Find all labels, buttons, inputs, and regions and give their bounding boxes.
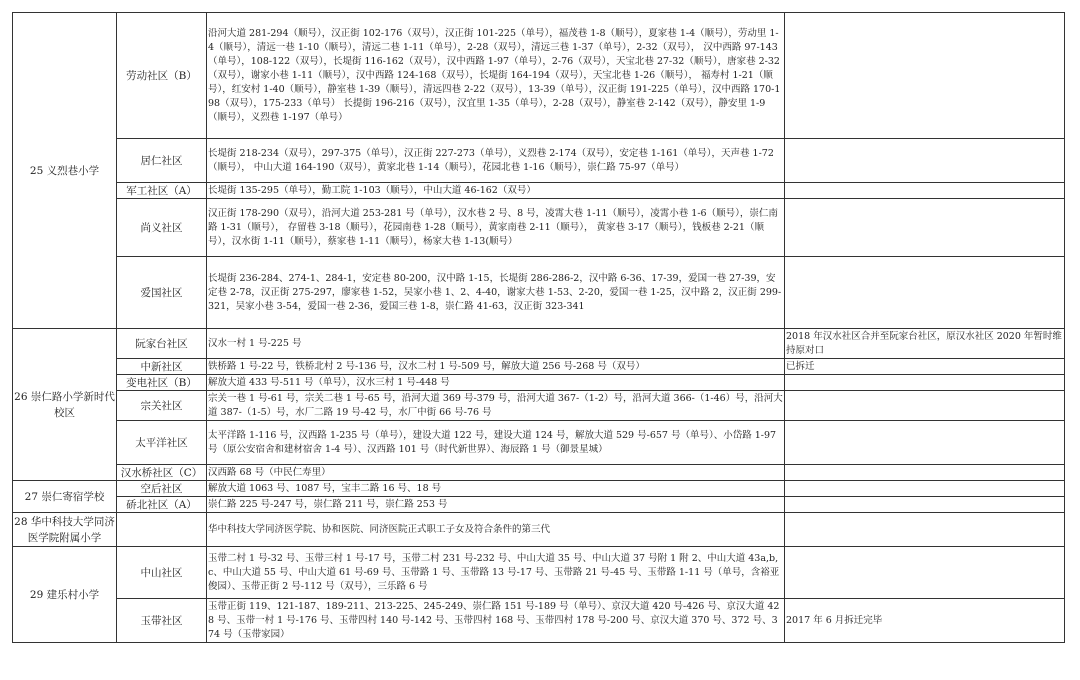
- note-cell: 2018 年汉水社区合并至阮家台社区，原汉水社区 2020 年暂时维持原对口: [785, 329, 1065, 359]
- note-cell: 已拆迁: [785, 359, 1065, 375]
- note-cell: [785, 465, 1065, 481]
- scope-cell: 解放大道 433 号-511 号（单号），汉水三村 1 号-448 号: [207, 375, 785, 391]
- table-row: [13, 421, 1065, 465]
- note-cell: 2017 年 6 月拆迁完毕: [785, 599, 1065, 643]
- table-row: [13, 391, 1065, 421]
- note-cell: [785, 513, 1065, 547]
- scope-cell: 长堤街 218-234（双号），297-375（单号），汉正街 227-273（单号），义烈巷 2-174（双号），安定巷 1-161（单号），天声巷 1-72（顺号）， 中山大道 164-190（双号），黄家北巷 1-14（顺号），花园北巷 1-16（顺号），崇仁路 75-97（单号）: [207, 139, 785, 183]
- note-cell: [785, 391, 1065, 421]
- table-row: [13, 547, 1065, 599]
- school-name-cell: 28 华中科技大学同济医学院附属小学: [13, 513, 117, 547]
- school-name-cell: 27 崇仁寄宿学校: [13, 481, 117, 513]
- community-cell: 汉水桥社区（C）: [117, 465, 207, 481]
- table-row: [13, 359, 1065, 375]
- scope-cell: 汉水一村 1 号-225 号: [207, 329, 785, 359]
- table-row: [13, 139, 1065, 183]
- community-cell: [117, 513, 207, 547]
- scope-cell: 宗关一巷 1 号-61 号，宗关二巷 1 号-65 号，沿河大道 369 号-379 号，沿河大道 367-（1-2）号，沿河大道 366-（1-46）号，沿河大道 387-（1-5）号，水厂二路 19 号-42 号，水厂中街 66 号-76 号: [207, 391, 785, 421]
- note-cell: [785, 13, 1065, 139]
- community-cell: 太平洋社区: [117, 421, 207, 465]
- note-cell: [785, 481, 1065, 497]
- community-cell: 居仁社区: [117, 139, 207, 183]
- community-cell: 军工社区（A）: [117, 183, 207, 199]
- table-row: [13, 599, 1065, 643]
- community-cell: 爱国社区: [117, 257, 207, 329]
- note-cell: [785, 547, 1065, 599]
- scope-cell: 铁桥路 1 号-22 号，铁桥北村 2 号-136 号，汉水二村 1 号-509 号，解放大道 256 号-268 号（双号）: [207, 359, 785, 375]
- community-cell: 中新社区: [117, 359, 207, 375]
- note-cell: [785, 139, 1065, 183]
- school-name-cell: 25 义烈巷小学: [13, 13, 117, 329]
- community-cell: 中山社区: [117, 547, 207, 599]
- scope-cell: 长堤街 236-284、274-1、284-1，安定巷 80-200，汉中路 1-15，长堤街 286-286-2，汉中路 6-36、17-39，爱国一巷 27-39，安定巷 2-78，汉正街 275-297，廖家巷 1-52，吴家小巷 1、2、4-40，谢家大巷 1-53、2-20，爱国一巷 1-25，汉中路 2，汉正街 299-321，吴家小巷 3-54，爱国一巷 2-36，爱国三巷 1-8，崇仁路 41-63，汉正街 323-341: [207, 257, 785, 329]
- school-name-cell: 29 建乐村小学: [13, 547, 117, 643]
- community-cell: 空后社区: [117, 481, 207, 497]
- scope-cell: 玉带二村 1 号-32 号、玉带三村 1 号-17 号，玉带二村 231 号-232 号、中山大道 35 号、中山大道 37 号附 1 附 2、中山大道 43a,b,c、中山大道 55 号、中山大道 61 号-69 号、玉带路 1 号、玉带路 13 号-17 号、玉带路 21 号-45 号、玉带路 1-11 号（单号，含裕亚俊园）、玉带正街 2 号-112 号（双号），三乐路 6 号: [207, 547, 785, 599]
- scope-cell: 华中科技大学同济医学院、协和医院、同济医院正式职工子女及符合条件的第三代: [207, 513, 785, 547]
- scope-cell: 汉西路 68 号（中民仁寿里）: [207, 465, 785, 481]
- table-row: [13, 13, 1065, 139]
- note-cell: [785, 183, 1065, 199]
- community-cell: 阮家台社区: [117, 329, 207, 359]
- table-row: [13, 183, 1065, 199]
- district-school-table: [12, 12, 1065, 643]
- community-cell: 玉带社区: [117, 599, 207, 643]
- community-cell: 变电社区（B）: [117, 375, 207, 391]
- note-cell: [785, 375, 1065, 391]
- note-cell: [785, 421, 1065, 465]
- community-cell: 宗关社区: [117, 391, 207, 421]
- scope-cell: 长堤街 135-295（单号），勤工院 1-103（顺号），中山大道 46-162（双号）: [207, 183, 785, 199]
- table-row: [13, 481, 1065, 497]
- scope-cell: 解放大道 1063 号、1087 号，宝丰二路 16 号、18 号: [207, 481, 785, 497]
- scope-cell: 崇仁路 225 号-247 号，崇仁路 211 号，崇仁路 253 号: [207, 497, 785, 513]
- table-row: [13, 497, 1065, 513]
- scope-cell: 沿河大道 281-294（顺号），汉正街 102-176（双号），汉正街 101-225（单号），福茂巷 1-8（顺号），夏家巷 1-4（顺号），劳动里 1-4（顺号），清远一巷 1-10（顺号），清远二巷 1-11（单号），2-28（双号），清远三巷 1-37（单号），2-32（双号）， 汉中西路 97-143（单号），108-122（双号），长堤街 116-162（双号），汉中西路 1-97（单号），2-76（双号），天宝北巷 27-32（顺号），唐家巷 2-32（双号），谢家小巷 1-11（顺号），汉中西路 124-168（双号），长堤街 164-194（双号），天宝北巷 1-26（顺号）， 福寿村 1-21（顺号），红安村 1-40（顺号），静室巷 1-39（顺号），清远四巷 2-22（双号），13-39（单号），汉正街 191-225（单号），汉中西路 170-198（双号），175-233（单号） 长提街 196-216（双号），汉宜里 1-35（单号），2-28（双号），静室巷 2-142（双号），静安里 1-9（顺号），义烈巷 1-197（单号）: [207, 13, 785, 139]
- table-row: [13, 329, 1065, 359]
- community-cell: 劳动社区（B）: [117, 13, 207, 139]
- note-cell: [785, 257, 1065, 329]
- community-cell: 尚义社区: [117, 199, 207, 257]
- school-name-cell: 26 崇仁路小学新时代校区: [13, 329, 117, 481]
- table-row: [13, 375, 1065, 391]
- table-row: [13, 199, 1065, 257]
- note-cell: [785, 497, 1065, 513]
- table-row: [13, 465, 1065, 481]
- note-cell: [785, 199, 1065, 257]
- table-row: [13, 257, 1065, 329]
- scope-cell: 玉带正街 119、121-187、189-211、213-225、245-249、崇仁路 151 号-189 号（单号）、京汉大道 420 号-426 号、京汉大道 428 号、玉带一村 1 号-176 号、玉带四村 140 号-142 号、玉带四村 168 号、玉带四村 178 号-200 号、京汉大道 370 号、372 号、374 号（玉带家园）: [207, 599, 785, 643]
- scope-cell: 汉正街 178-290（双号），沿河大道 253-281 号（单号），汉水巷 2 号、8 号，凌霄大巷 1-11（顺号），凌霄小巷 1-6（顺号），崇仁南路 1-31（顺号）， 存留巷 3-18（顺号），花园南巷 1-28（顺号），黄家南巷 2-11（顺号）， 黄家巷 3-17（顺号），钱板巷 2-21（顺号），汉水街 1-11（顺号），蔡家巷 1-11（顺号），杨家大巷 1-13(顺号）: [207, 199, 785, 257]
- scope-cell: 太平洋路 1-116 号，汉西路 1-235 号（单号），建设大道 122 号，建设大道 124 号，解放大道 529 号-657 号（单号）、小岱路 1-97 号（原公安宿舍和建材宿舍 1-4 号）、汉西路 101 号（时代新世界）、海辰路 1 号（御景星城）: [207, 421, 785, 465]
- table-row: [13, 513, 1065, 547]
- community-cell: 硚北社区（A）: [117, 497, 207, 513]
